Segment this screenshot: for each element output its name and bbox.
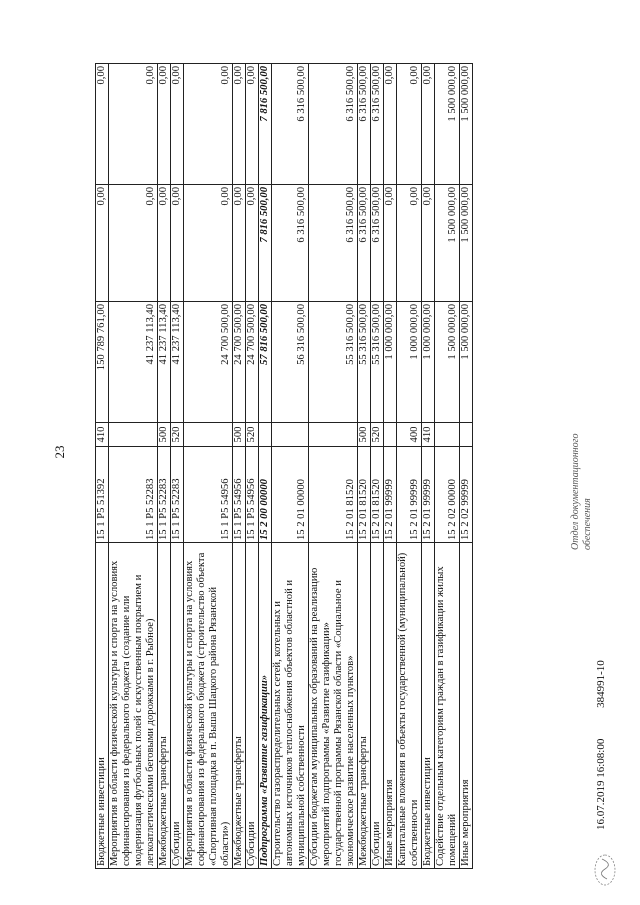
row-name-cell: Межбюджетные трансферты bbox=[158, 543, 171, 869]
row-value-2021-cell: 0,00 bbox=[246, 64, 259, 185]
row-code-cell: 15 2 02 99999 bbox=[460, 447, 473, 543]
table-row bbox=[371, 64, 384, 869]
row-vr-cell bbox=[460, 423, 473, 447]
row-value-2021-cell: 0,00 bbox=[96, 64, 109, 185]
row-name-cell: Иные мероприятия bbox=[384, 543, 397, 869]
row-code-cell: 15 1 P5 52283 bbox=[171, 447, 184, 543]
row-value-2020-cell: 0,00 bbox=[422, 185, 435, 302]
row-vr-cell: 500 bbox=[158, 423, 171, 447]
row-value-2019-cell: 24 700 500,00 bbox=[184, 302, 233, 423]
row-name-cell: Бюджетные инвестиции bbox=[422, 543, 435, 869]
row-name-cell: Субсидии бюджетам муниципальных образований на реализацию мероприятий подпрограммы «Развитие газификации» государственной программы Рязанской области «Социальное и экономическое развитие населенных пунктов» bbox=[309, 543, 358, 869]
table-row bbox=[233, 64, 246, 869]
row-code-cell: 15 2 01 00000 bbox=[272, 447, 309, 543]
row-value-2019-cell: 24 700 500,00 bbox=[246, 302, 259, 423]
row-value-2021-cell: 6 316 500,00 bbox=[358, 64, 371, 185]
row-value-2020-cell: 0,00 bbox=[158, 185, 171, 302]
row-code-cell: 15 1 P5 51392 bbox=[96, 447, 109, 543]
stamp-line-2: обеспечения bbox=[582, 498, 593, 550]
row-code-cell: 15 1 P5 54956 bbox=[246, 447, 259, 543]
row-value-2020-cell: 6 316 500,00 bbox=[309, 185, 358, 302]
table-row bbox=[358, 64, 371, 869]
row-value-2021-cell: 6 316 500,00 bbox=[272, 64, 309, 185]
row-code-cell: 15 1 P5 52283 bbox=[158, 447, 171, 543]
row-value-2021-cell: 0,00 bbox=[397, 64, 422, 185]
row-name-cell: Иные мероприятия bbox=[460, 543, 473, 869]
row-value-2020-cell: 6 316 500,00 bbox=[358, 185, 371, 302]
row-vr-cell bbox=[259, 423, 272, 447]
row-value-2021-cell: 0,00 bbox=[384, 64, 397, 185]
row-value-2021-cell: 7 816 500,00 bbox=[259, 64, 272, 185]
row-name-cell: Строительство газораспределительных сетей, котельных и автономных источников теплоснабжения объектов областной и муниципальной собственности bbox=[272, 543, 309, 869]
row-code-cell: 15 1 P5 52283 bbox=[109, 447, 158, 543]
row-value-2019-cell: 1 500 000,00 bbox=[460, 302, 473, 423]
row-value-2019-cell: 1 000 000,00 bbox=[384, 302, 397, 423]
row-vr-cell: 500 bbox=[358, 423, 371, 447]
table-row bbox=[96, 64, 109, 869]
row-code-cell: 15 2 01 81520 bbox=[358, 447, 371, 543]
row-vr-cell: 520 bbox=[371, 423, 384, 447]
row-value-2020-cell: 0,00 bbox=[171, 185, 184, 302]
row-name-cell: Содействие отдельным категориям граждан в газификации жилых помещений bbox=[435, 543, 460, 869]
row-vr-cell: 410 bbox=[422, 423, 435, 447]
table-row bbox=[422, 64, 435, 869]
row-name-cell: Субсидии bbox=[171, 543, 184, 869]
table-row bbox=[272, 64, 309, 869]
row-value-2021-cell: 0,00 bbox=[158, 64, 171, 185]
table-row bbox=[246, 64, 259, 869]
row-name-cell: Капитальные вложения в объекты государственной (муниципальной) собственности bbox=[397, 543, 422, 869]
footer bbox=[595, 632, 607, 830]
row-value-2020-cell: 6 316 500,00 bbox=[371, 185, 384, 302]
signature-emblem-icon bbox=[592, 853, 618, 887]
table-row bbox=[158, 64, 171, 869]
row-value-2021-cell: 6 316 500,00 bbox=[371, 64, 384, 185]
row-code-cell: 15 1 P5 54956 bbox=[184, 447, 233, 543]
row-name-cell: Бюджетные инвестиции bbox=[96, 543, 109, 869]
row-value-2020-cell: 0,00 bbox=[184, 185, 233, 302]
row-code-cell: 15 1 P5 54956 bbox=[233, 447, 246, 543]
row-value-2021-cell: 0,00 bbox=[233, 64, 246, 185]
row-value-2021-cell: 0,00 bbox=[171, 64, 184, 185]
table-row bbox=[460, 64, 473, 869]
row-vr-cell: 520 bbox=[171, 423, 184, 447]
row-value-2020-cell: 7 816 500,00 bbox=[259, 185, 272, 302]
table-row bbox=[184, 64, 233, 869]
row-name-cell: Межбюджетные трансферты bbox=[358, 543, 371, 869]
row-value-2020-cell: 0,00 bbox=[96, 185, 109, 302]
row-value-2020-cell: 1 500 000,00 bbox=[460, 185, 473, 302]
row-value-2020-cell: 0,00 bbox=[109, 185, 158, 302]
row-code-cell: 15 2 01 99999 bbox=[384, 447, 397, 543]
row-value-2021-cell: 6 316 500,00 bbox=[309, 64, 358, 185]
stamp-line-1: Отдел документационного bbox=[570, 433, 581, 550]
row-value-2019-cell: 1 000 000,00 bbox=[422, 302, 435, 423]
row-value-2019-cell: 41 237 113,40 bbox=[158, 302, 171, 423]
row-value-2019-cell: 57 816 500,00 bbox=[259, 302, 272, 423]
budget-table bbox=[95, 63, 473, 869]
row-value-2021-cell: 0,00 bbox=[422, 64, 435, 185]
table-row bbox=[259, 64, 272, 869]
row-value-2020-cell: 0,00 bbox=[397, 185, 422, 302]
row-name-cell: Подпрограмма «Развитие газификации» bbox=[259, 543, 272, 869]
row-vr-cell: 400 bbox=[397, 423, 422, 447]
table-row bbox=[384, 64, 397, 869]
row-value-2019-cell: 24 700 500,00 bbox=[233, 302, 246, 423]
row-value-2021-cell: 1 500 000,00 bbox=[460, 64, 473, 185]
row-value-2020-cell: 6 316 500,00 bbox=[272, 185, 309, 302]
row-value-2021-cell: 1 500 000,00 bbox=[435, 64, 460, 185]
row-value-2019-cell: 150 789 761,00 bbox=[96, 302, 109, 423]
row-value-2019-cell: 55 316 500,00 bbox=[371, 302, 384, 423]
row-name-cell: Субсидии bbox=[371, 543, 384, 869]
row-value-2020-cell: 1 500 000,00 bbox=[435, 185, 460, 302]
row-vr-cell bbox=[309, 423, 358, 447]
table-row bbox=[109, 64, 158, 869]
row-value-2020-cell: 0,00 bbox=[246, 185, 259, 302]
row-vr-cell bbox=[435, 423, 460, 447]
footer-doc-code: 384991-10 bbox=[595, 660, 607, 708]
row-value-2019-cell: 55 316 500,00 bbox=[358, 302, 371, 423]
row-code-cell: 15 2 01 99999 bbox=[397, 447, 422, 543]
row-value-2021-cell: 0,00 bbox=[109, 64, 158, 185]
row-name-cell: Субсидии bbox=[246, 543, 259, 869]
row-value-2019-cell: 1 500 000,00 bbox=[435, 302, 460, 423]
page-number: 23 bbox=[52, 445, 67, 459]
row-vr-cell bbox=[184, 423, 233, 447]
row-code-cell: 15 2 01 81520 bbox=[309, 447, 358, 543]
row-value-2019-cell: 1 000 000,00 bbox=[397, 302, 422, 423]
row-vr-cell: 500 bbox=[233, 423, 246, 447]
row-code-cell: 15 2 00 00000 bbox=[259, 447, 272, 543]
row-code-cell: 15 2 02 00000 bbox=[435, 447, 460, 543]
row-code-cell: 15 2 01 81520 bbox=[371, 447, 384, 543]
row-code-cell: 15 2 01 99999 bbox=[422, 447, 435, 543]
row-vr-cell: 410 bbox=[96, 423, 109, 447]
row-vr-cell bbox=[384, 423, 397, 447]
row-name-cell: Межбюджетные трансферты bbox=[233, 543, 246, 869]
row-value-2020-cell: 0,00 bbox=[233, 185, 246, 302]
row-value-2019-cell: 56 316 500,00 bbox=[272, 302, 309, 423]
row-value-2020-cell: 0,00 bbox=[384, 185, 397, 302]
table-row bbox=[309, 64, 358, 869]
table-row bbox=[171, 64, 184, 869]
footer-timestamp: 16.07.2019 16:08:00 bbox=[595, 738, 607, 830]
row-value-2019-cell: 41 237 113,40 bbox=[109, 302, 158, 423]
row-value-2019-cell: 41 237 113,40 bbox=[171, 302, 184, 423]
row-value-2019-cell: 55 316 500,00 bbox=[309, 302, 358, 423]
table-row bbox=[435, 64, 460, 869]
row-value-2021-cell: 0,00 bbox=[184, 64, 233, 185]
row-name-cell: Мероприятия в области физической культуры и спорта на условиях софинансирования из федерального бюджета (строительство объекта «Спортивная площадка в п. Выша Шацкого района Рязанской области») bbox=[184, 543, 233, 869]
row-vr-cell bbox=[109, 423, 158, 447]
row-vr-cell: 520 bbox=[246, 423, 259, 447]
department-stamp bbox=[570, 433, 594, 550]
row-name-cell: Мероприятия в области физической культуры и спорта на условиях софинансирования из федерального бюджета (создание или модернизация футбольных полей с искусственным покрытием и легкоатлетическими беговыми дорожками в г. Рыбное) bbox=[109, 543, 158, 869]
table-row bbox=[397, 64, 422, 869]
row-vr-cell bbox=[272, 423, 309, 447]
